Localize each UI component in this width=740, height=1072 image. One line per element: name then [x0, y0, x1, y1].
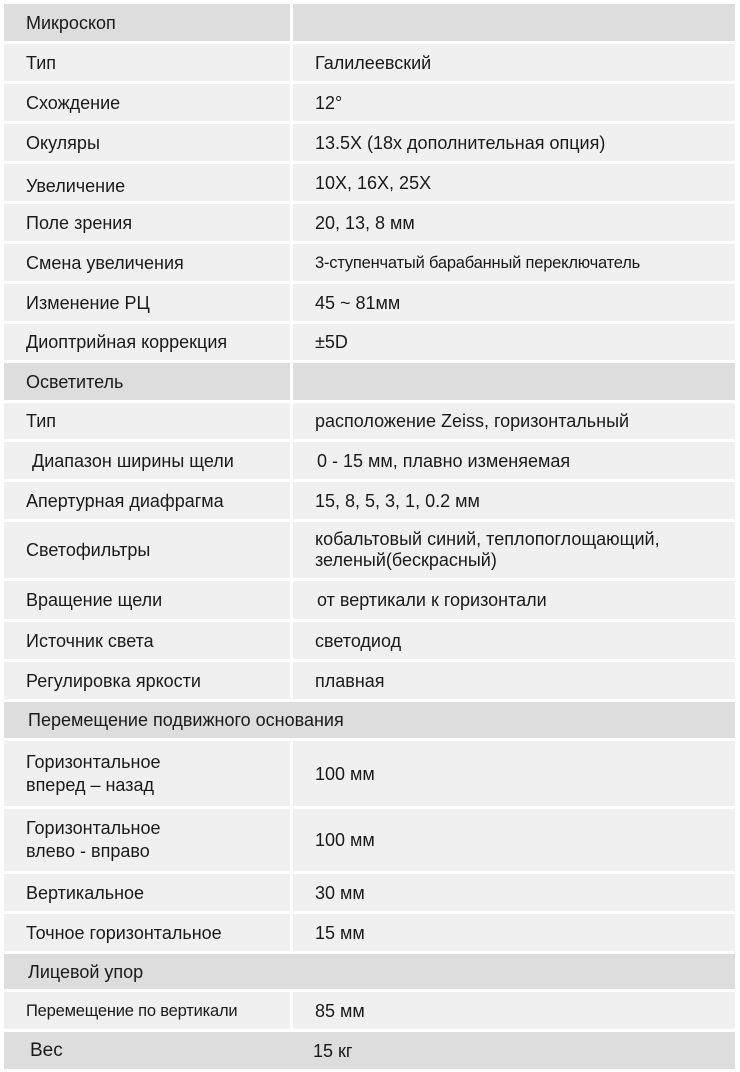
row-value: 85 мм [293, 992, 735, 1029]
table-row [4, 442, 735, 479]
row-label: Изменение РЦ [4, 284, 290, 321]
table-row [4, 581, 735, 619]
row-label-line: Горизонтальное [26, 818, 161, 838]
row-value-line: кобальтовый синий, теплопоглощающий, [315, 529, 660, 549]
row-value: 20, 13, 8 мм [293, 204, 735, 241]
table-row [4, 403, 735, 439]
row-label: Перемещение по вертикали [4, 992, 290, 1029]
table-row [4, 124, 735, 161]
table-row [4, 324, 735, 360]
weight-value: 15 кг [293, 1032, 735, 1069]
row-value: 3-ступенчатый барабанный переключатель [293, 244, 735, 281]
weight-label: Вес [4, 1032, 293, 1069]
row-value: 12° [293, 84, 735, 121]
table-row [4, 914, 735, 951]
row-label: Регулировка яркости [4, 662, 290, 699]
row-label: Поле зрения [4, 204, 290, 241]
row-value: Галилеевский [293, 44, 735, 81]
table-row [4, 992, 735, 1029]
row-value [293, 522, 735, 578]
section-header-illuminator [4, 363, 735, 400]
row-label [4, 741, 290, 806]
row-label: Вертикальное [4, 874, 290, 911]
section-header-base-movement [4, 702, 735, 738]
row-value-line: зеленый(бескрасный) [315, 550, 497, 570]
row-label [4, 809, 290, 871]
section-empty-cell [293, 4, 735, 41]
section-title: Осветитель [4, 363, 290, 400]
table-row [4, 662, 735, 699]
table-row [4, 809, 735, 871]
row-label: Диоптрийная коррекция [4, 324, 290, 360]
table-row [4, 874, 735, 911]
row-label: Вращение щели [4, 581, 290, 619]
spec-table [4, 4, 735, 1072]
table-row [4, 284, 735, 321]
row-label: Тип [4, 403, 290, 439]
row-value: расположение Zeiss, горизонтальный [293, 403, 735, 439]
table-row [4, 84, 735, 121]
table-row [4, 482, 735, 519]
row-label: Диапазон ширины щели [4, 442, 290, 479]
row-value: светодиод [293, 622, 735, 659]
section-title: Лицевой упор [4, 954, 735, 989]
table-row [4, 622, 735, 659]
row-label: Смена увеличения [4, 244, 290, 281]
table-row [4, 244, 735, 281]
table-row [4, 204, 735, 241]
row-value: ±5D [293, 324, 735, 360]
row-value: 45 ~ 81мм [293, 284, 735, 321]
row-value: плавная [293, 662, 735, 699]
table-row [4, 522, 735, 578]
section-empty-cell [293, 363, 735, 400]
row-value: 10X, 16X, 25X [293, 164, 735, 201]
row-value: 100 мм [293, 809, 735, 871]
row-label: Светофильтры [4, 522, 290, 578]
row-value: 100 мм [293, 741, 735, 806]
section-title: Перемещение подвижного основания [4, 702, 735, 738]
row-value: 13.5X (18х дополнительная опция) [293, 124, 735, 161]
section-header-microscope [4, 4, 735, 41]
section-title: Микроскоп [4, 4, 290, 41]
row-value: 30 мм [293, 874, 735, 911]
row-label: Точное горизонтальное [4, 914, 290, 951]
row-label-line: влево - вправо [26, 841, 150, 861]
row-label-line: вперед – назад [26, 774, 154, 795]
table-row [4, 44, 735, 81]
row-label: Апертурная диафрагма [4, 482, 290, 519]
row-label: Схождение [4, 84, 290, 121]
row-value: от вертикали к горизонтали [293, 581, 735, 619]
row-value: 15 мм [293, 914, 735, 951]
table-row [4, 741, 735, 806]
row-value: 0 - 15 мм, плавно изменяемая [293, 442, 735, 479]
section-header-face-rest [4, 954, 735, 989]
row-label-line: Горизонтальное [26, 751, 161, 772]
weight-row [4, 1032, 735, 1069]
row-label: Тип [4, 44, 290, 81]
row-value: 15, 8, 5, 3, 1, 0.2 мм [293, 482, 735, 519]
row-label: Источник света [4, 622, 290, 659]
row-label: Окуляры [4, 124, 290, 161]
row-label: Увеличение [4, 164, 290, 201]
table-row [4, 164, 735, 201]
